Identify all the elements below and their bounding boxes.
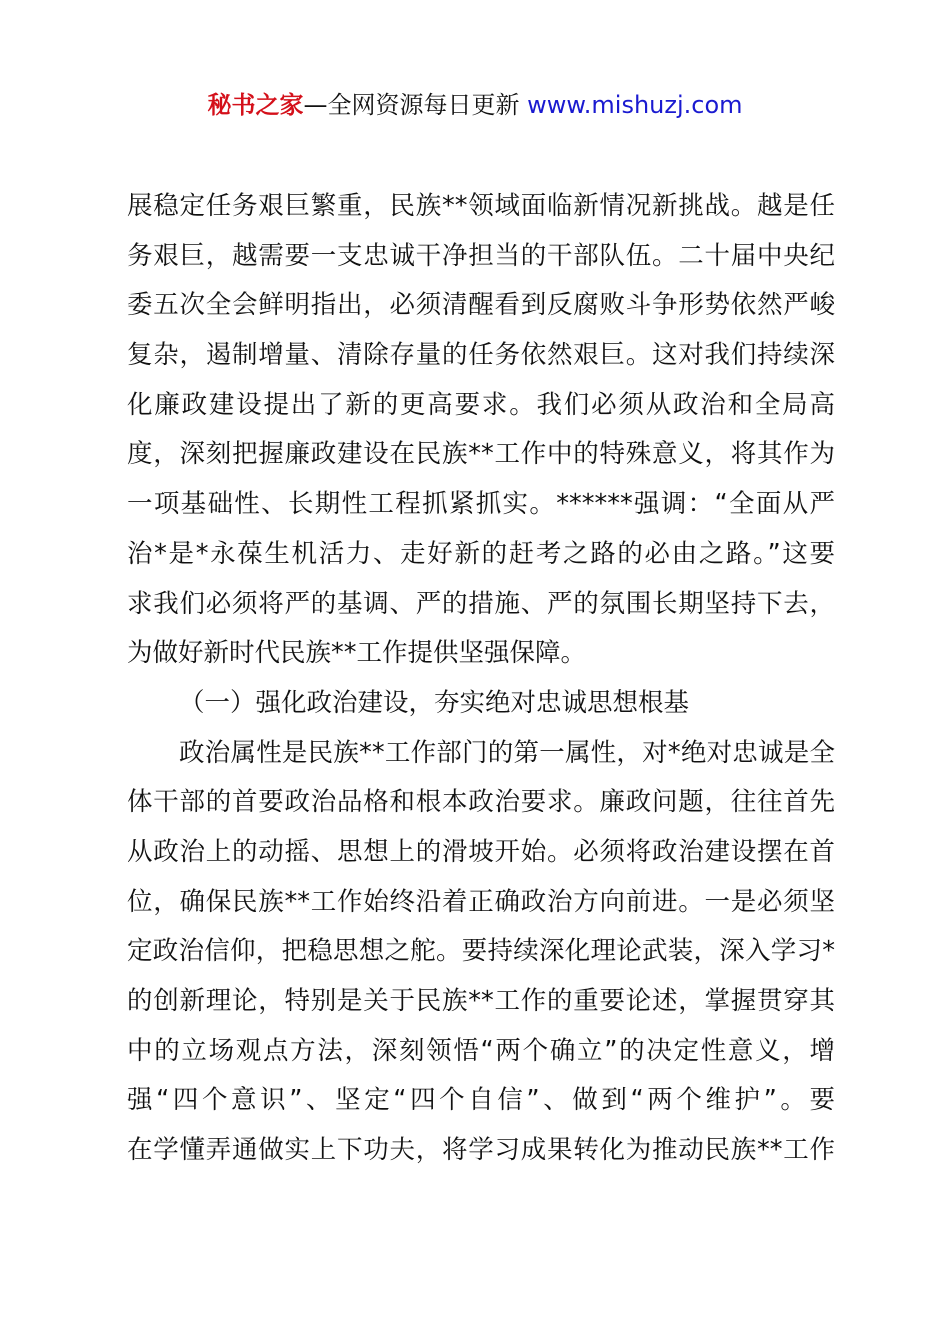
paragraph-line: 求我们必须将严的基调、严的措施、严的氛围长期坚持下去，	[127, 588, 835, 619]
paragraph-line: 在学懂弄通做实上下功夫，将学习成果转化为推动民族**工作	[127, 1135, 835, 1166]
paragraph-line: 体干部的首要政治品格和根本政治要求。廉政问题，往往首先	[127, 787, 835, 818]
paragraph-line: 务艰巨，越需要一支忠诚干净担当的干部队伍。二十届中央纪	[127, 240, 835, 271]
header-tagline: —全网资源每日更新	[303, 91, 528, 119]
paragraph-line: 中的立场观点方法，深刻领悟“两个确立”的决定性意义，增	[127, 1035, 835, 1066]
paragraph-line: 政治属性是民族**工作部门的第一属性，对*绝对忠诚是全	[179, 737, 835, 768]
paragraph-line: 为做好新时代民族**工作提供坚强保障。	[127, 638, 587, 669]
paragraph-line: 委五次全会鲜明指出，必须清醒看到反腐败斗争形势依然严峻	[127, 290, 835, 321]
paragraph-line: 复杂，遏制增量、清除存量的任务依然艰巨。这对我们持续深	[127, 340, 835, 371]
header-brand: 秘书之家	[207, 91, 304, 119]
paragraph-line: 的创新理论，特别是关于民族**工作的重要论述，掌握贯穿其	[127, 986, 835, 1016]
paragraph-line: 治*是*永葆生机活力、走好新的赶考之路的必由之路。”这要	[127, 538, 835, 569]
section-heading: （一）强化政治建设，夯实绝对忠诚思想根基	[179, 687, 690, 718]
paragraph-line: 度，深刻把握廉政建设在民族**工作中的特殊意义，将其作为	[127, 439, 835, 470]
paragraph-line: 定政治信仰，把稳思想之舵。要持续深化理论武装，深入学习*	[127, 936, 835, 967]
paragraph-line: 展稳定任务艰巨繁重，民族**领域面临新情况新挑战。越是任	[127, 191, 835, 221]
paragraph-line: 位，确保民族**工作始终沿着正确政治方向前进。一是必须坚	[127, 886, 835, 917]
paragraph-line: 化廉政建设提出了新的更高要求。我们必须从政治和全局高	[127, 389, 835, 420]
body-text	[127, 182, 835, 1176]
paragraph-line: 强“四个意识”、坚定“四个自信”、做到“两个维护”。要	[127, 1085, 835, 1116]
paragraph-line: 从政治上的动摇、思想上的滑坡开始。必须将政治建设摆在首	[127, 836, 835, 867]
header-url-link[interactable]: www.mishuzj.com	[527, 91, 743, 119]
page-header	[0, 88, 950, 122]
paragraph-line: 一项基础性、长期性工程抓紧抓实。******强调：“全面从严	[127, 489, 835, 520]
